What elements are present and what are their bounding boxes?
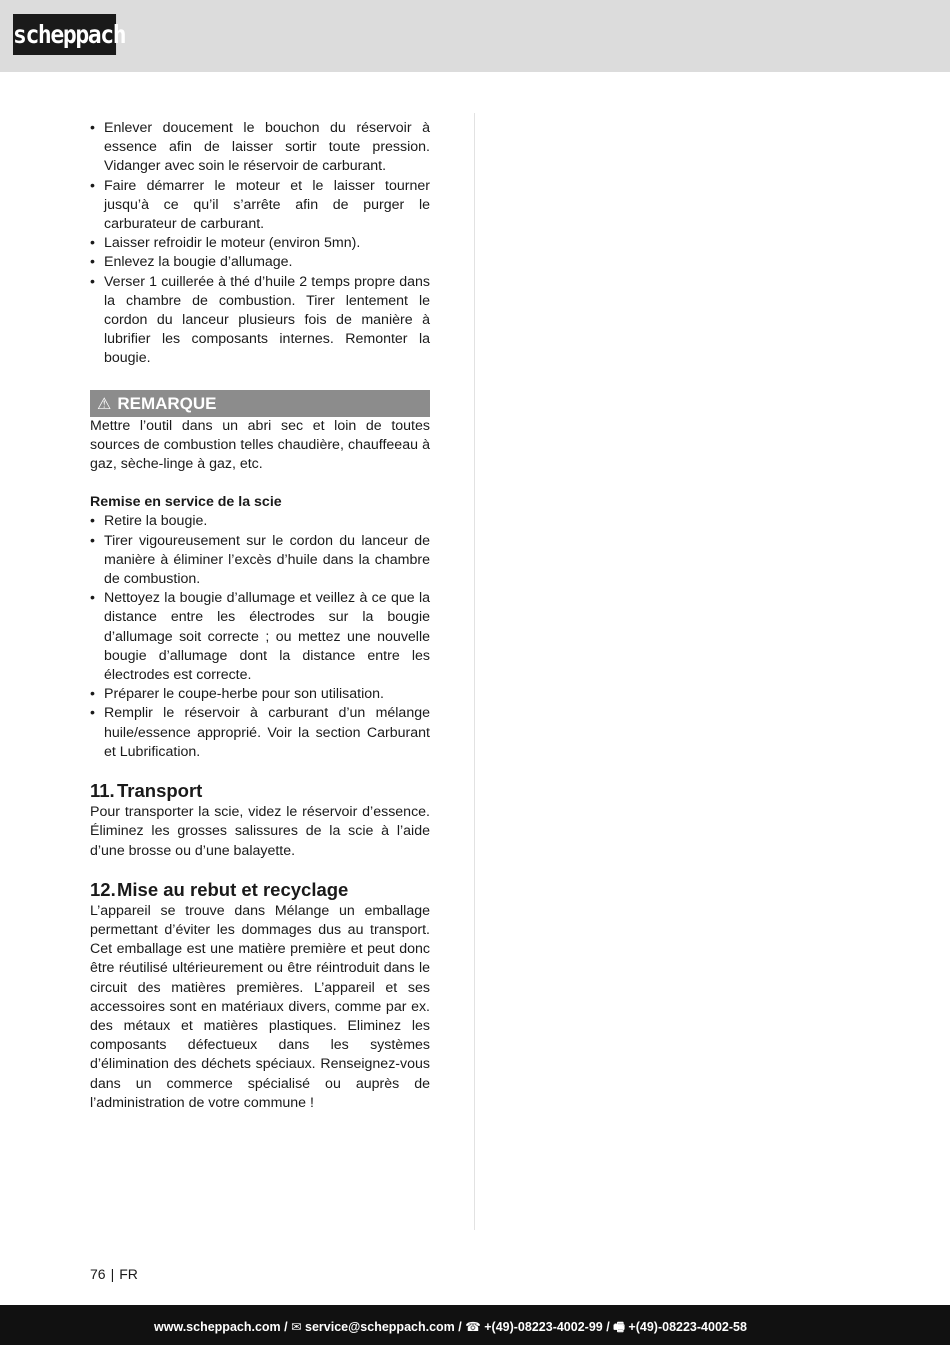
intro-bullet-list [90,119,430,369]
page-header [0,0,950,72]
list-item: • Faire démarrer le moteur et le laisser tourner jusqu’à ce qu’il s’arrête afin de purger le carburateur de carburant. [90,177,430,235]
transport-text: Pour transporter la scie, videz le réservoir d’essence. Éliminez les grosses salissures de la scie à l’aide d’une brosse ou d’une balayette. [90,804,430,859]
transport-heading [90,779,430,803]
list-item: • Verser 1 cuillerée à thé d’huile 2 temps propre dans la chambre de combustion. Tirer lentement le cordon du lanceur plusieurs fois de manière à lubrifier les composants internes. Remonter la bougie. [90,273,430,369]
page-language: FR [119,1266,138,1282]
note-header-bar [90,390,430,417]
page-number-value: 76 [90,1266,106,1282]
section-number: 11. [90,780,115,802]
list-item: • Enlever doucement le bouchon du réservoir à essence afin de laisser sortir toute pression. Vidanger avec soin le réservoir de carburant. [90,119,430,177]
column-divider [474,113,475,1230]
note-text: Mettre l’outil dans un abri sec et loin de toutes sources de combustion telles chaudière, chauffeeau à gaz, sèche-linge à gaz, etc. [90,417,430,473]
recommission-heading: Remise en service de la scie [90,494,282,511]
list-item: • Préparer le coupe-herbe pour son utilisation. [90,685,430,704]
section-number: 12. [90,878,116,900]
section-title: Mise au rebut et recyclage [117,878,349,900]
list-item: • Laisser refroidir le moteur (environ 5mn). [90,234,430,253]
section-title: Transport [117,780,203,802]
list-item: • Tirer vigoureusement sur le cordon du lanceur de manière à éliminer l’excès d’huile dans la chambre de combustion. [90,532,430,590]
list-item: • Nettoyez la bougie d’allumage et veillez à ce que la distance entre les électrodes sur la bougie d’allumage soit correcte ; ou mettez une nouvelle bougie d’allumage dont la distance entre les électrodes est correcte. [90,589,430,685]
list-item: • Retire la bougie. [90,512,430,531]
list-item: • Enlevez la bougie d’allumage. [90,253,430,272]
warning-triangle-icon: ⚠ [97,395,112,413]
note-title: REMARQUE [117,393,217,413]
disposal-heading [90,878,430,902]
disposal-text: L’appareil se trouve dans Mélange un emballage permettant d’éviter les dommages dus au transport. Cet emballage est une matière première et peut donc être réutilisé ultérieurement ou être réintroduit dans le circuit des matières premières. L’appareil et ses accessoires sont en matériaux divers, comme par ex. des métaux et matières plastiques. Eliminez les composants défectueux dans les systèmes d’élimination des déchets spéciaux. Renseignez-vous dans un commerce spécialisé ou auprès de l’administration de votre commune ! [90,902,430,1111]
footer-contact: www.scheppach.com / ✉ service@scheppach.com / ☎ +(49)-08223-4002-99 / 🖷 +(49)-08223-4002-58 [154,1320,747,1334]
page-number [90,1266,138,1282]
left-column [90,119,430,1113]
page-separator: | [110,1266,115,1282]
recommission-bullet-list [90,512,430,762]
list-item: • Remplir le réservoir à carburant d’un mélange huile/essence approprié. Voir la section Carburant et Lubrification. [90,704,430,762]
scheppach-logo: scheppach [13,14,116,55]
